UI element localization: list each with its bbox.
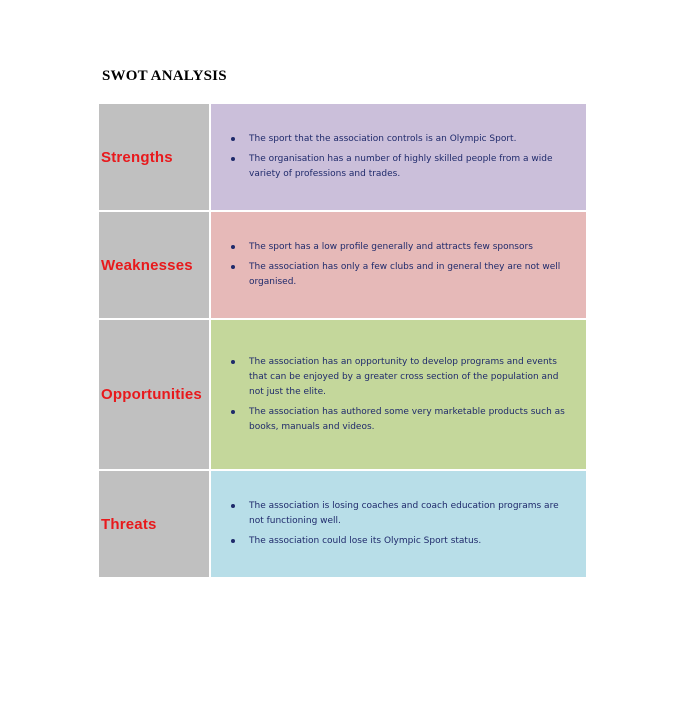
strengths-label: Strengths: [101, 148, 173, 166]
swot-row-strengths: [99, 104, 586, 212]
list-item: [229, 240, 576, 255]
opportunities-label: Opportunities: [101, 386, 202, 403]
opportunities-label-cell: [99, 320, 211, 469]
strengths-label-cell: [99, 104, 211, 210]
list-item: [229, 260, 576, 290]
threats-list: [211, 499, 586, 549]
list-item-text: The association has authored some very marketable products such as books, manuals and videos.: [249, 406, 565, 432]
weaknesses-list: [211, 240, 586, 290]
list-item-text: The sport has a low profile generally and attracts few sponsors: [249, 242, 533, 252]
list-item: [229, 132, 576, 147]
list-item: [229, 534, 576, 549]
list-item-text: The association could lose its Olympic Sport status.: [249, 536, 482, 546]
page-title: SWOT ANALYSIS: [102, 68, 227, 84]
bullet-icon: [231, 265, 235, 269]
swot-row-weaknesses: [99, 212, 586, 320]
swot-table: [99, 104, 586, 577]
bullet-icon: [231, 157, 235, 161]
strengths-content-cell: [211, 104, 586, 210]
list-item: [229, 152, 576, 182]
threats-label-cell: [99, 471, 211, 577]
strengths-list: [211, 132, 586, 182]
swot-row-opportunities: [99, 320, 586, 471]
list-item: [229, 355, 576, 400]
swot-row-threats: [99, 471, 586, 577]
weaknesses-label-cell: [99, 212, 211, 318]
bullet-icon: [231, 245, 235, 249]
opportunities-content-cell: [211, 320, 586, 469]
weaknesses-content-cell: [211, 212, 586, 318]
weaknesses-label: Weaknesses: [101, 256, 193, 274]
list-item: [229, 499, 576, 529]
opportunities-list: [211, 355, 586, 435]
list-item-text: The association has only a few clubs and in general they are not well organised.: [249, 262, 561, 287]
bullet-icon: [231, 410, 235, 414]
list-item-text: The association is losing coaches and coach education programs are not functioning well.: [249, 501, 559, 526]
list-item-text: The association has an opportunity to develop programs and events that can be enjoyed by a greater cross section of the population and not just the elite.: [249, 356, 559, 397]
threats-label: Threats: [101, 515, 157, 533]
list-item: [229, 405, 576, 435]
bullet-icon: [231, 539, 235, 543]
bullet-icon: [231, 360, 235, 364]
bullet-icon: [231, 137, 235, 141]
list-item-text: The sport that the association controls is an Olympic Sport.: [249, 134, 517, 144]
bullet-icon: [231, 504, 235, 508]
threats-content-cell: [211, 471, 586, 577]
list-item-text: The organisation has a number of highly skilled people from a wide variety of professions and trades.: [249, 154, 553, 179]
